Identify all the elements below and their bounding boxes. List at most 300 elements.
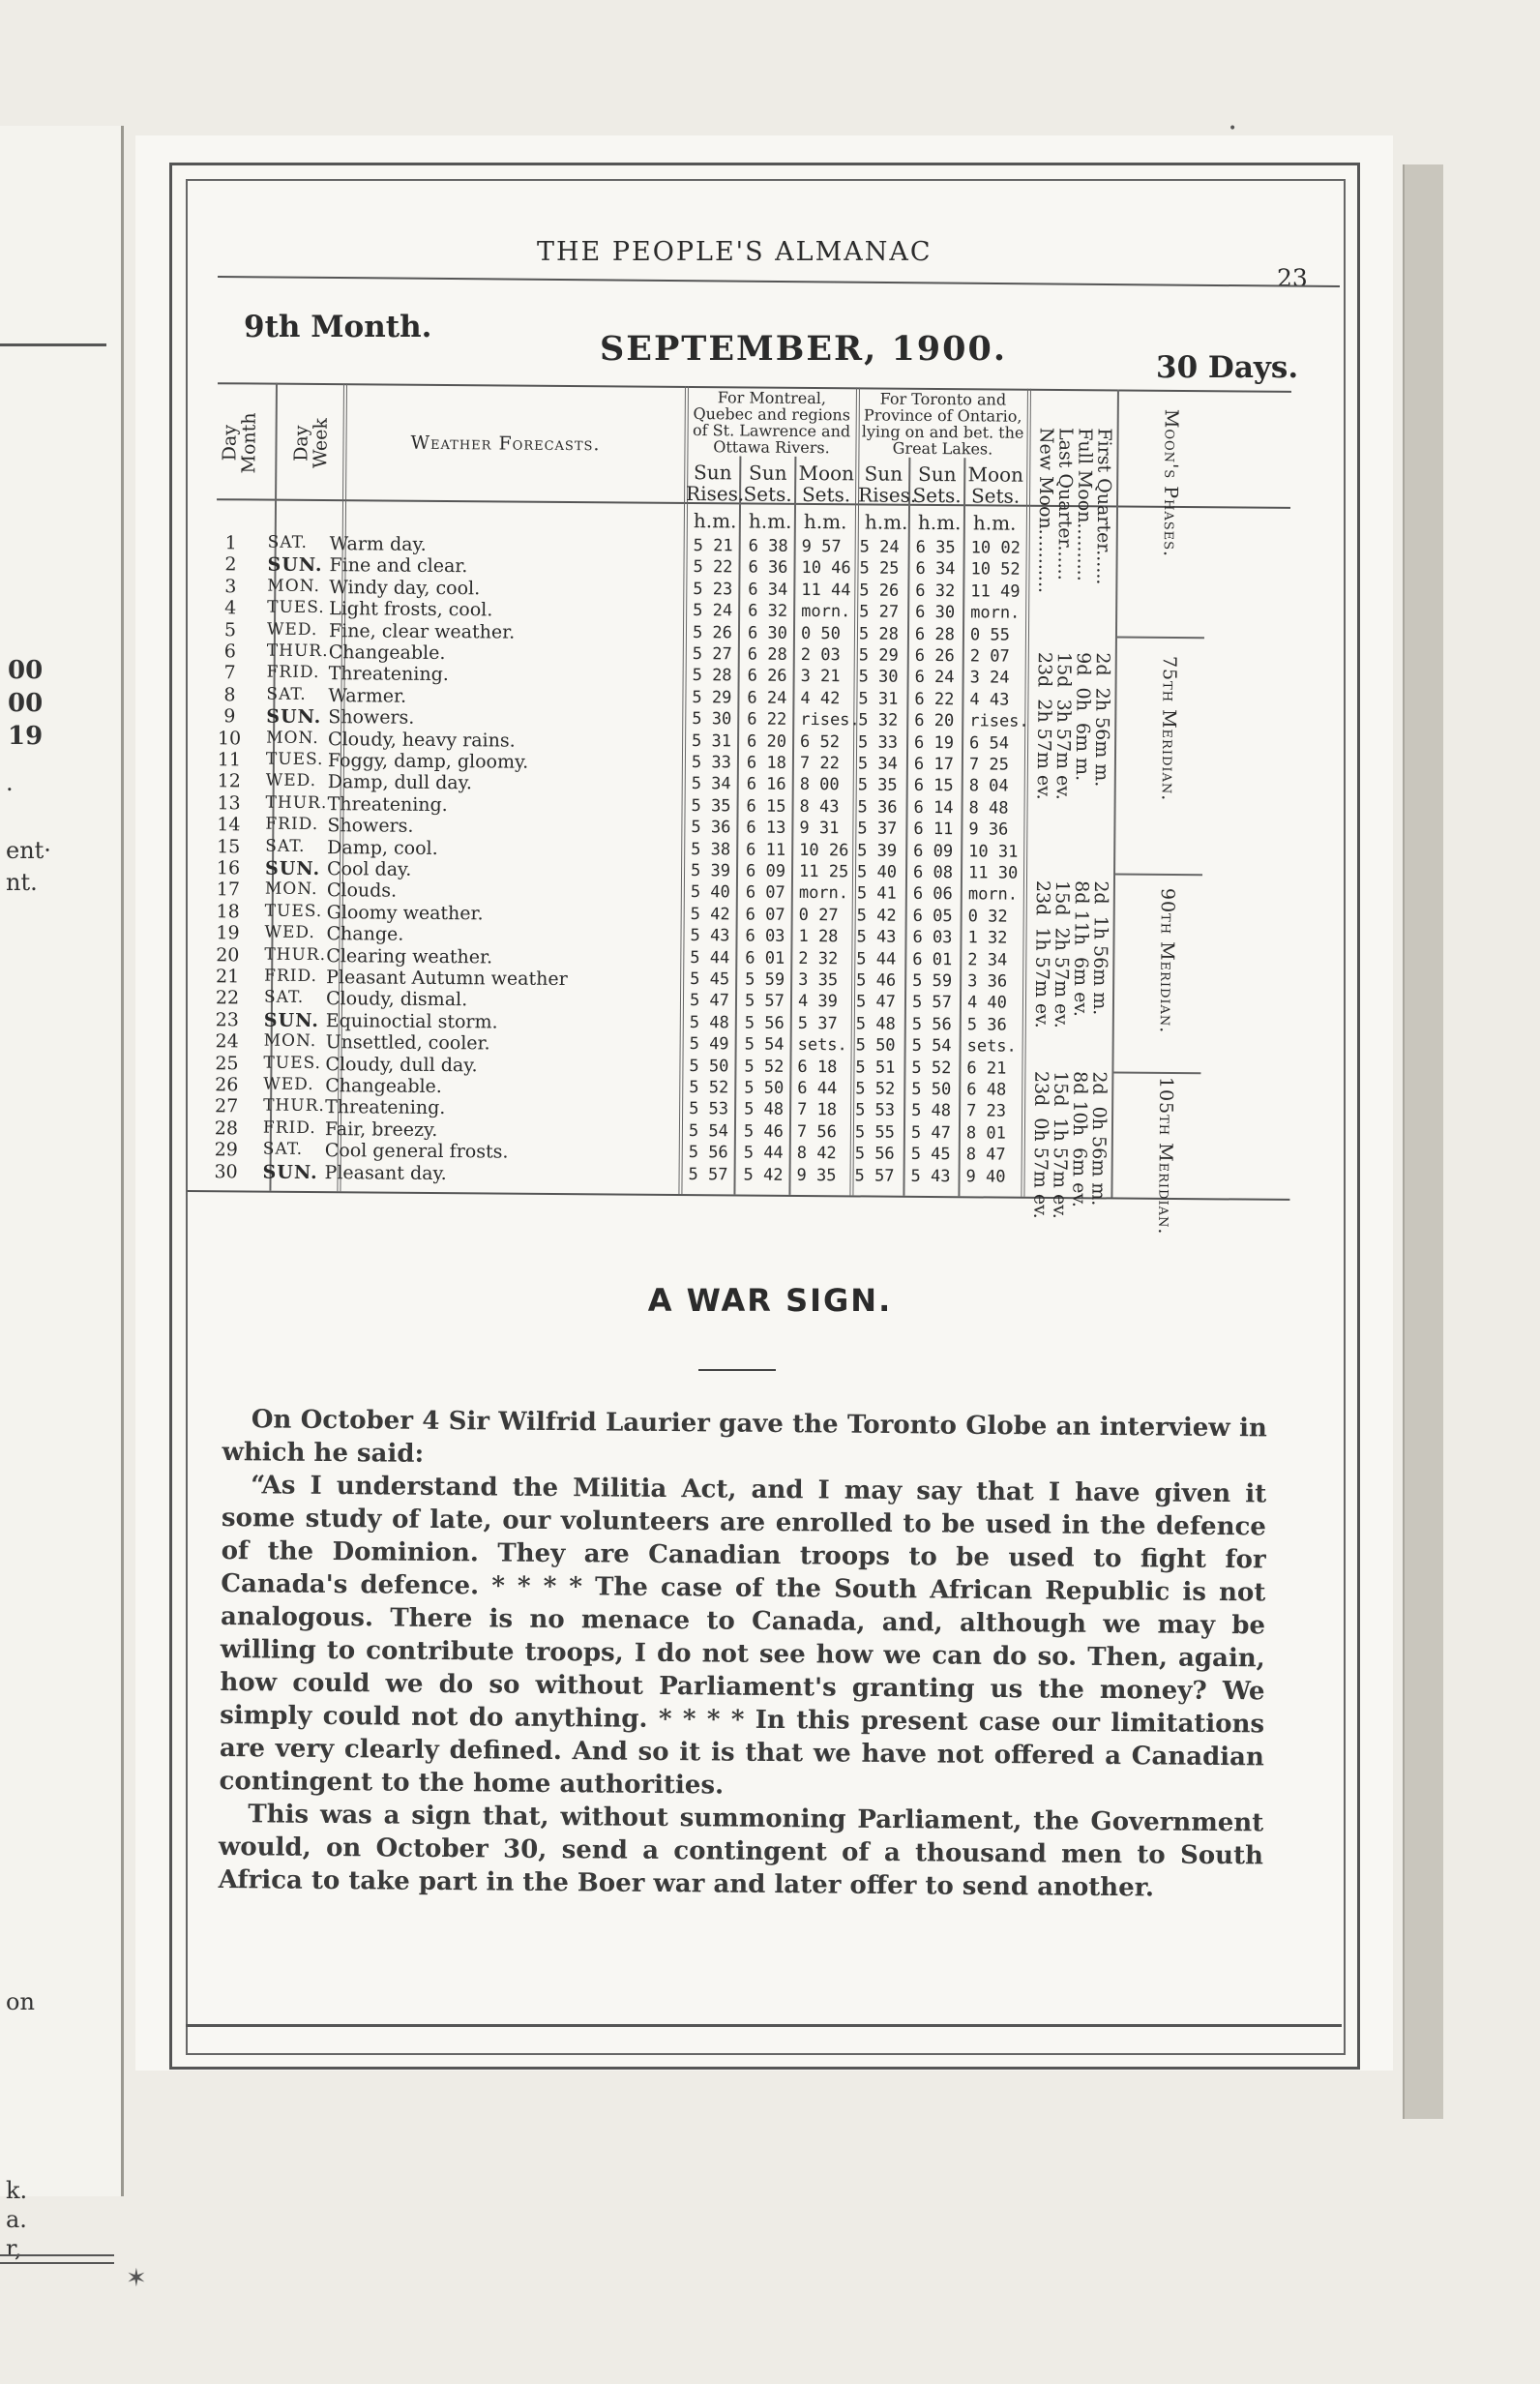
day-of-month: 13 (217, 792, 241, 815)
day-of-week: MON. (263, 1030, 317, 1052)
weather-forecast: Foggy, damp, gloomy. (327, 750, 529, 773)
montreal-moon-sets: 8 43 (799, 796, 840, 818)
montreal-moon-sets: 3 35 (798, 969, 839, 991)
toronto-sun-sets: 5 54 (911, 1036, 952, 1057)
day-of-month: 11 (217, 749, 242, 771)
toronto-moon-sets: 6 48 (966, 1080, 1007, 1100)
weather-forecast: Cool day. (326, 858, 412, 880)
left-text-1: . (6, 769, 14, 796)
montreal-moon-sets: 10 46 (801, 558, 851, 579)
montreal-sun-sets: 5 44 (743, 1143, 784, 1164)
montreal-sun-rises: 5 56 (688, 1143, 728, 1163)
toronto-moon-sets: 11 30 (967, 863, 1019, 883)
montreal-moon-sets: 5 37 (797, 1013, 838, 1034)
day-of-week: SAT. (263, 987, 305, 1008)
day-of-month: 30 (214, 1160, 238, 1182)
montreal-moon-sets: 8 42 (796, 1144, 837, 1164)
toronto-sun-sets: 6 19 (914, 732, 955, 753)
day-of-month: 29 (214, 1139, 238, 1161)
header-moon-phases: Moon's Phases. (1159, 408, 1182, 558)
day-of-week: TUES. (263, 1053, 322, 1073)
toronto-sun-sets: 6 15 (913, 776, 954, 796)
toronto-moon-sets: 7 25 (968, 755, 1009, 775)
montreal-sun-sets: 6 15 (746, 796, 786, 817)
day-of-week: SAT. (262, 1139, 304, 1160)
toronto-sun-rises: 5 56 (854, 1144, 895, 1164)
montreal-sun-rises: 5 29 (692, 687, 732, 708)
montreal-sun-rises: 5 28 (692, 666, 732, 686)
day-of-month: 18 (216, 900, 240, 923)
day-of-month: 14 (217, 814, 241, 836)
montreal-sun-rises: 5 34 (691, 774, 731, 794)
day-of-week: SUN. (266, 705, 322, 729)
header-sun-sets-2: Sun Sets. (912, 462, 962, 508)
day-of-week: TUES. (264, 901, 323, 921)
montreal-sun-sets: 6 24 (747, 688, 787, 708)
montreal-sun-sets: 6 13 (746, 818, 786, 839)
hm-unit-label: h.m. (803, 509, 847, 534)
weather-forecast: Showers. (328, 706, 415, 729)
toronto-moon-sets: morn. (970, 603, 1021, 623)
toronto-sun-rises: 5 31 (858, 689, 899, 709)
left-text-4: on (6, 1988, 35, 2015)
montreal-sun-sets: 6 18 (746, 753, 786, 773)
paper-speck: ✶ (126, 2264, 147, 2293)
article-paragraph: On October 4 Sir Wilfrid Laurier gave the Toronto Globe an interview in which he said: (222, 1405, 1267, 1469)
header-region-montreal: For Montreal, Quebec and regions of St. Lawrence and Ottawa Rivers. (693, 388, 851, 458)
weather-forecast: Fair, breezy. (324, 1118, 438, 1141)
toronto-sun-rises: 5 24 (859, 537, 900, 557)
day-of-month: 2 (224, 553, 237, 576)
toronto-sun-rises: 5 41 (856, 883, 897, 905)
day-of-week: MON. (267, 576, 320, 596)
title-rule (698, 1369, 776, 1371)
meridian-105-values: 2d 0h 56m m. 8d 10h 6m ev. 15d 1h 57m ev. 23d 0h 57m ev. (1029, 1070, 1111, 1219)
montreal-sun-sets: 6 36 (748, 557, 788, 579)
montreal-sun-sets: 6 28 (747, 644, 787, 665)
day-of-week: SUN. (264, 857, 321, 880)
toronto-sun-rises: 5 26 (859, 581, 900, 601)
left-page-rule (0, 343, 106, 346)
toronto-sun-rises: 5 55 (854, 1122, 895, 1143)
toronto-sun-rises: 5 32 (858, 710, 899, 730)
toronto-sun-sets: 6 05 (912, 906, 953, 926)
montreal-sun-sets: 5 52 (744, 1057, 785, 1077)
toronto-sun-rises: 5 27 (859, 602, 900, 622)
toronto-sun-rises: 5 48 (855, 1014, 896, 1034)
montreal-sun-sets: 6 26 (747, 666, 787, 687)
montreal-moon-sets: 11 25 (798, 861, 849, 882)
montreal-moon-sets: 9 31 (799, 819, 840, 839)
weather-forecast: Cloudy, dismal. (325, 988, 468, 1011)
day-of-month: 3 (224, 576, 237, 598)
day-of-week: THUR. (265, 792, 328, 813)
montreal-sun-sets: 5 59 (745, 969, 785, 990)
toronto-moon-sets: 10 52 (970, 559, 1021, 581)
montreal-moon-sets: 3 21 (800, 667, 841, 687)
montreal-moon-sets: morn. (801, 602, 851, 622)
toronto-moon-sets: 8 04 (968, 776, 1009, 797)
weather-forecast: Light frosts, cool. (329, 598, 493, 621)
hm-unit-label: h.m. (864, 510, 908, 534)
montreal-sun-sets: 6 01 (745, 948, 785, 968)
weather-forecast: Gloomy weather. (326, 901, 484, 925)
montreal-moon-sets: 7 18 (797, 1100, 838, 1120)
day-of-week: FRID. (265, 814, 319, 835)
toronto-sun-rises: 5 30 (858, 667, 899, 688)
meridian-75-label: 75th Meridian. (1157, 655, 1180, 802)
almanac-table (187, 382, 1296, 1257)
montreal-sun-rises: 5 30 (692, 709, 732, 730)
day-of-week: SAT. (265, 836, 306, 856)
toronto-sun-sets: 5 47 (910, 1122, 951, 1143)
header-sun-rises-1: Sun Rises. (686, 461, 745, 506)
toronto-moon-sets: 8 48 (968, 798, 1009, 819)
montreal-sun-rises: 5 24 (693, 601, 733, 621)
toronto-sun-sets: 6 03 (912, 928, 953, 948)
montreal-moon-sets: 1 28 (798, 927, 839, 947)
montreal-sun-sets: 6 32 (748, 601, 788, 622)
montreal-moon-sets: 7 56 (796, 1121, 837, 1143)
montreal-sun-rises: 5 36 (691, 818, 731, 838)
day-of-week: WED. (266, 619, 318, 640)
weather-forecast: Unsettled, cooler. (325, 1031, 490, 1055)
weather-forecast: Clearing weather. (326, 944, 493, 968)
toronto-sun-sets: 6 28 (914, 624, 956, 644)
toronto-sun-sets: 5 56 (911, 1014, 952, 1034)
article-title: A WAR SIGN. (647, 1282, 893, 1319)
toronto-moon-sets: 0 32 (967, 907, 1008, 927)
left-page-end-rule (0, 2254, 114, 2264)
montreal-moon-sets: 2 03 (800, 644, 841, 666)
weather-forecast: Changeable. (325, 1075, 442, 1098)
toronto-sun-rises: 5 51 (855, 1057, 896, 1078)
day-of-month: 8 (223, 684, 236, 706)
toronto-sun-sets: 6 32 (915, 581, 956, 601)
day-of-month: 22 (215, 987, 240, 1009)
montreal-moon-sets: 2 32 (798, 948, 839, 968)
toronto-moon-sets: 6 21 (966, 1058, 1007, 1079)
day-of-month: 9 (223, 705, 236, 728)
toronto-moon-sets: 8 47 (965, 1145, 1006, 1165)
header-region-toronto: For Toronto and Province of Ontario, lying on and bet. the Great Lakes. (861, 389, 1024, 459)
day-of-week: FRID. (262, 1118, 316, 1138)
header-sun-rises-2: Sun Rises. (858, 462, 917, 507)
montreal-moon-sets: 4 39 (797, 992, 839, 1012)
toronto-sun-sets: 5 48 (911, 1101, 952, 1121)
montreal-sun-sets: 6 09 (745, 861, 786, 881)
toronto-sun-rises: 5 36 (857, 797, 898, 818)
weather-forecast: Cloudy, heavy rains. (328, 728, 516, 752)
toronto-sun-rises: 5 37 (857, 819, 898, 839)
toronto-sun-rises: 5 44 (856, 948, 897, 969)
montreal-sun-sets: 6 11 (746, 840, 786, 860)
toronto-sun-rises: 5 35 (857, 775, 898, 796)
montreal-moon-sets: 4 42 (800, 688, 841, 709)
montreal-sun-rises: 5 22 (693, 557, 733, 578)
day-of-week: FRID. (264, 966, 318, 987)
toronto-moon-sets: 6 54 (969, 732, 1010, 754)
toronto-sun-sets: 6 01 (912, 949, 953, 969)
montreal-sun-rises: 5 47 (689, 991, 730, 1011)
montreal-sun-rises: 5 26 (692, 622, 733, 642)
montreal-sun-sets: 6 30 (747, 623, 788, 643)
montreal-moon-sets: 7 22 (799, 753, 840, 774)
day-of-week: THUR. (266, 641, 329, 662)
weather-forecast: Pleasant day. (324, 1161, 447, 1184)
toronto-sun-rises: 5 50 (855, 1035, 896, 1056)
montreal-sun-sets: 6 38 (748, 536, 788, 556)
weather-forecast: Showers. (327, 815, 414, 837)
header-moon-sets-1: Moon Sets. (798, 461, 855, 507)
montreal-sun-rises: 5 49 (689, 1034, 729, 1055)
left-fragment-3: 19 (8, 722, 44, 751)
article-body (219, 1403, 1267, 1905)
toronto-moon-sets: 9 40 (965, 1166, 1006, 1187)
montreal-sun-rises: 5 27 (692, 644, 732, 665)
montreal-sun-sets: 6 07 (745, 905, 785, 925)
montreal-moon-sets: 6 52 (800, 731, 841, 752)
day-of-month: 7 (223, 662, 236, 684)
toronto-sun-rises: 5 25 (859, 558, 900, 580)
toronto-sun-sets: 6 14 (913, 797, 954, 818)
day-of-week: SUN. (262, 1161, 318, 1183)
day-of-month: 1 (224, 532, 237, 554)
toronto-sun-sets: 6 11 (913, 820, 954, 840)
weather-forecast: Cloudy, dull day. (325, 1053, 478, 1076)
day-of-week: WED. (265, 770, 317, 791)
toronto-sun-rises: 5 53 (855, 1100, 896, 1121)
montreal-sun-sets: 5 42 (743, 1165, 784, 1185)
montreal-sun-sets: 5 50 (744, 1078, 785, 1098)
montreal-sun-rises: 5 23 (693, 579, 733, 600)
header-day-week: Day Week (290, 418, 332, 469)
montreal-sun-rises: 5 39 (690, 861, 731, 881)
toronto-sun-sets: 6 17 (913, 754, 954, 775)
day-of-week: THUR. (264, 944, 327, 965)
day-of-week: SUN. (267, 553, 323, 577)
toronto-sun-sets: 6 06 (912, 884, 953, 905)
day-of-month: 16 (216, 857, 241, 879)
toronto-sun-rises: 5 42 (856, 906, 897, 926)
day-of-month: 10 (217, 727, 242, 749)
moon-phase-names: First Quarter...... Full Moon.......... Last Quarter...... New Moon........... (1034, 427, 1115, 594)
meridian-75-values: 2d 2h 56m m. 9d 0h 6m m. 15d 3h 57m ev. 23d 2h 57m ev. (1032, 651, 1113, 800)
toronto-sun-rises: 5 47 (855, 992, 897, 1013)
toronto-moon-sets: 10 31 (968, 841, 1019, 862)
weather-forecast: Damp, dull day. (327, 771, 472, 794)
left-text-3: nt. (6, 869, 38, 896)
weather-forecast: Warm day. (329, 533, 427, 555)
toronto-moon-sets: 1 32 (967, 928, 1008, 948)
header-day-month: Day Month (219, 412, 260, 474)
day-of-month: 26 (215, 1074, 239, 1096)
toronto-sun-sets: 6 09 (913, 841, 954, 861)
montreal-sun-rises: 5 48 (689, 1012, 729, 1033)
toronto-sun-sets: 6 22 (914, 689, 955, 709)
montreal-sun-rises: 5 38 (691, 839, 731, 859)
weather-forecast: Threatening. (325, 1096, 446, 1119)
montreal-sun-rises: 5 45 (690, 969, 730, 990)
table-bottom-rule (187, 1190, 1289, 1201)
toronto-moon-sets: 7 23 (966, 1101, 1007, 1122)
toronto-sun-rises: 5 34 (857, 754, 898, 774)
montreal-sun-rises: 5 57 (688, 1164, 728, 1184)
day-of-week: TUES. (265, 749, 324, 770)
left-text-5: k. (6, 2177, 28, 2204)
montreal-sun-sets: 6 16 (746, 774, 786, 795)
article-paragraph: This was a sign that, without summoning Parliament, the Government would, on October 30, send a contingent of a thousand men to South Africa to take part in the Boer war and later offer to send another. (218, 1800, 1264, 1903)
montreal-moon-sets: morn. (798, 883, 849, 904)
left-text-6: a. (6, 2206, 27, 2233)
montreal-moon-sets: 9 35 (796, 1165, 837, 1185)
montreal-moon-sets: 0 27 (798, 905, 839, 926)
montreal-sun-rises: 5 21 (693, 536, 733, 556)
weather-forecast: Changeable. (328, 641, 446, 665)
hm-unit-label: h.m. (972, 511, 1017, 535)
toronto-sun-sets: 6 26 (914, 645, 955, 667)
toronto-moon-sets: 5 36 (966, 1015, 1007, 1035)
toronto-sun-sets: 6 34 (915, 559, 956, 580)
montreal-sun-rises: 5 33 (691, 753, 731, 773)
montreal-moon-sets: 6 44 (797, 1078, 838, 1099)
day-of-month: 23 (215, 1008, 240, 1031)
montreal-sun-sets: 6 07 (745, 882, 785, 904)
montreal-sun-rises: 5 52 (689, 1078, 729, 1098)
montreal-sun-rises: 5 43 (690, 926, 730, 946)
header-weather-forecasts: Weather Forecasts. (410, 432, 601, 456)
toronto-sun-sets: 6 35 (915, 537, 956, 558)
toronto-sun-sets: 6 08 (912, 862, 954, 883)
weather-forecast: Cool general frosts. (324, 1140, 509, 1163)
toronto-moon-sets: sets. (966, 1036, 1017, 1057)
day-of-month: 12 (217, 770, 241, 792)
days-count: 30 Days. (1156, 350, 1299, 385)
day-of-month: 5 (223, 618, 237, 641)
montreal-sun-rises: 5 54 (688, 1120, 728, 1142)
montreal-sun-rises: 5 35 (691, 795, 731, 817)
header-sun-sets-1: Sun Sets. (743, 461, 792, 506)
toronto-moon-sets: 2 07 (969, 646, 1010, 667)
toronto-moon-sets: 9 36 (968, 820, 1009, 840)
toronto-sun-sets: 6 24 (914, 668, 955, 688)
day-of-month: 24 (215, 1030, 239, 1053)
day-of-week: THUR. (263, 1095, 325, 1117)
toronto-sun-sets: 6 30 (915, 603, 956, 623)
toronto-sun-sets: 5 52 (911, 1058, 952, 1078)
toronto-moon-sets: 4 43 (969, 690, 1010, 710)
month-title: SEPTEMBER, 1900. (600, 329, 1008, 369)
toronto-moon-sets: 4 40 (966, 993, 1008, 1014)
day-of-week: SAT. (266, 684, 307, 704)
day-of-week: SAT. (267, 532, 309, 552)
weather-forecast: Pleasant Autumn weather (326, 967, 568, 991)
day-of-week: TUES. (267, 597, 325, 618)
montreal-moon-sets: 11 44 (801, 580, 851, 601)
toronto-moon-sets: rises. (969, 711, 1029, 731)
weather-forecast: Equinoctial storm. (325, 1009, 498, 1033)
weather-forecast: Fine and clear. (329, 554, 468, 578)
toronto-moon-sets: 11 49 (970, 581, 1021, 602)
montreal-sun-rises: 5 42 (690, 904, 730, 925)
toronto-moon-sets: 2 34 (967, 949, 1008, 970)
weather-forecast: Damp, cool. (327, 836, 438, 859)
day-of-week: MON. (264, 879, 318, 900)
page-closing-rule (186, 2024, 1342, 2027)
montreal-moon-sets: 9 57 (801, 536, 842, 557)
day-of-month: 28 (214, 1117, 239, 1140)
toronto-sun-rises: 5 29 (858, 645, 899, 666)
left-fragment-2: 00 (8, 689, 44, 718)
montreal-sun-rises: 5 53 (689, 1099, 729, 1119)
montreal-sun-sets: 5 46 (743, 1121, 784, 1142)
toronto-sun-sets: 5 57 (911, 993, 953, 1013)
montreal-moon-sets: 6 18 (797, 1057, 838, 1077)
montreal-sun-sets: 5 57 (744, 991, 785, 1012)
toronto-moon-sets: 8 01 (965, 1123, 1006, 1144)
toronto-sun-sets: 5 50 (911, 1079, 952, 1100)
toronto-sun-rises: 5 33 (858, 732, 899, 753)
weather-forecast: Clouds. (326, 879, 398, 903)
header-moon-sets-2: Moon Sets. (967, 462, 1024, 508)
page-number: 23 (1277, 264, 1308, 292)
toronto-sun-rises: 5 43 (856, 927, 897, 947)
left-text-2: ent· (6, 837, 51, 864)
day-of-week: MON. (266, 728, 319, 748)
toronto-moon-sets: morn. (967, 884, 1019, 906)
day-of-month: 6 (223, 641, 236, 663)
toronto-sun-rises: 5 52 (855, 1079, 896, 1099)
toronto-sun-sets: 5 59 (912, 970, 953, 992)
toronto-sun-sets: 5 43 (910, 1166, 951, 1186)
montreal-sun-sets: 6 20 (747, 731, 787, 752)
montreal-sun-sets: 6 34 (748, 580, 788, 600)
montreal-sun-sets: 5 48 (744, 1099, 785, 1120)
weather-forecast: Change. (326, 923, 404, 945)
toronto-sun-sets: 5 45 (910, 1145, 951, 1165)
montreal-sun-sets: 6 22 (747, 709, 787, 730)
toronto-moon-sets: 3 24 (969, 668, 1010, 689)
day-of-month: 4 (224, 597, 237, 619)
paper-speck: • (1229, 121, 1237, 136)
toronto-moon-sets: 10 02 (970, 538, 1021, 558)
montreal-sun-sets: 5 54 (744, 1034, 785, 1056)
day-of-month: 17 (216, 879, 241, 901)
running-head: THE PEOPLE'S ALMANAC (537, 237, 933, 267)
day-of-week: SUN. (263, 1009, 319, 1031)
montreal-moon-sets: 8 00 (799, 775, 840, 795)
weather-forecast: Threatening. (327, 792, 448, 816)
toronto-sun-rises: 5 57 (854, 1165, 895, 1186)
toronto-sun-sets: 6 20 (914, 711, 955, 731)
month-label: 9th Month. (244, 310, 432, 344)
day-of-month: 20 (216, 943, 240, 966)
weather-forecast: Warmer. (328, 684, 407, 707)
montreal-sun-sets: 6 03 (745, 926, 785, 947)
montreal-sun-rises: 5 44 (690, 947, 730, 968)
montreal-sun-sets: 5 56 (744, 1013, 785, 1033)
toronto-sun-rises: 5 40 (856, 862, 898, 882)
page-block-edge (1403, 164, 1443, 2119)
day-of-month: 15 (217, 835, 241, 857)
toronto-moon-sets: 3 36 (967, 971, 1008, 992)
montreal-sun-rises: 5 50 (689, 1056, 729, 1076)
toronto-moon-sets: 0 55 (969, 624, 1011, 645)
hm-unit-label: h.m. (693, 509, 737, 533)
weather-forecast: Windy day, cool. (329, 576, 481, 600)
hm-unit-label: h.m. (748, 509, 792, 533)
day-of-week: FRID. (266, 662, 320, 683)
